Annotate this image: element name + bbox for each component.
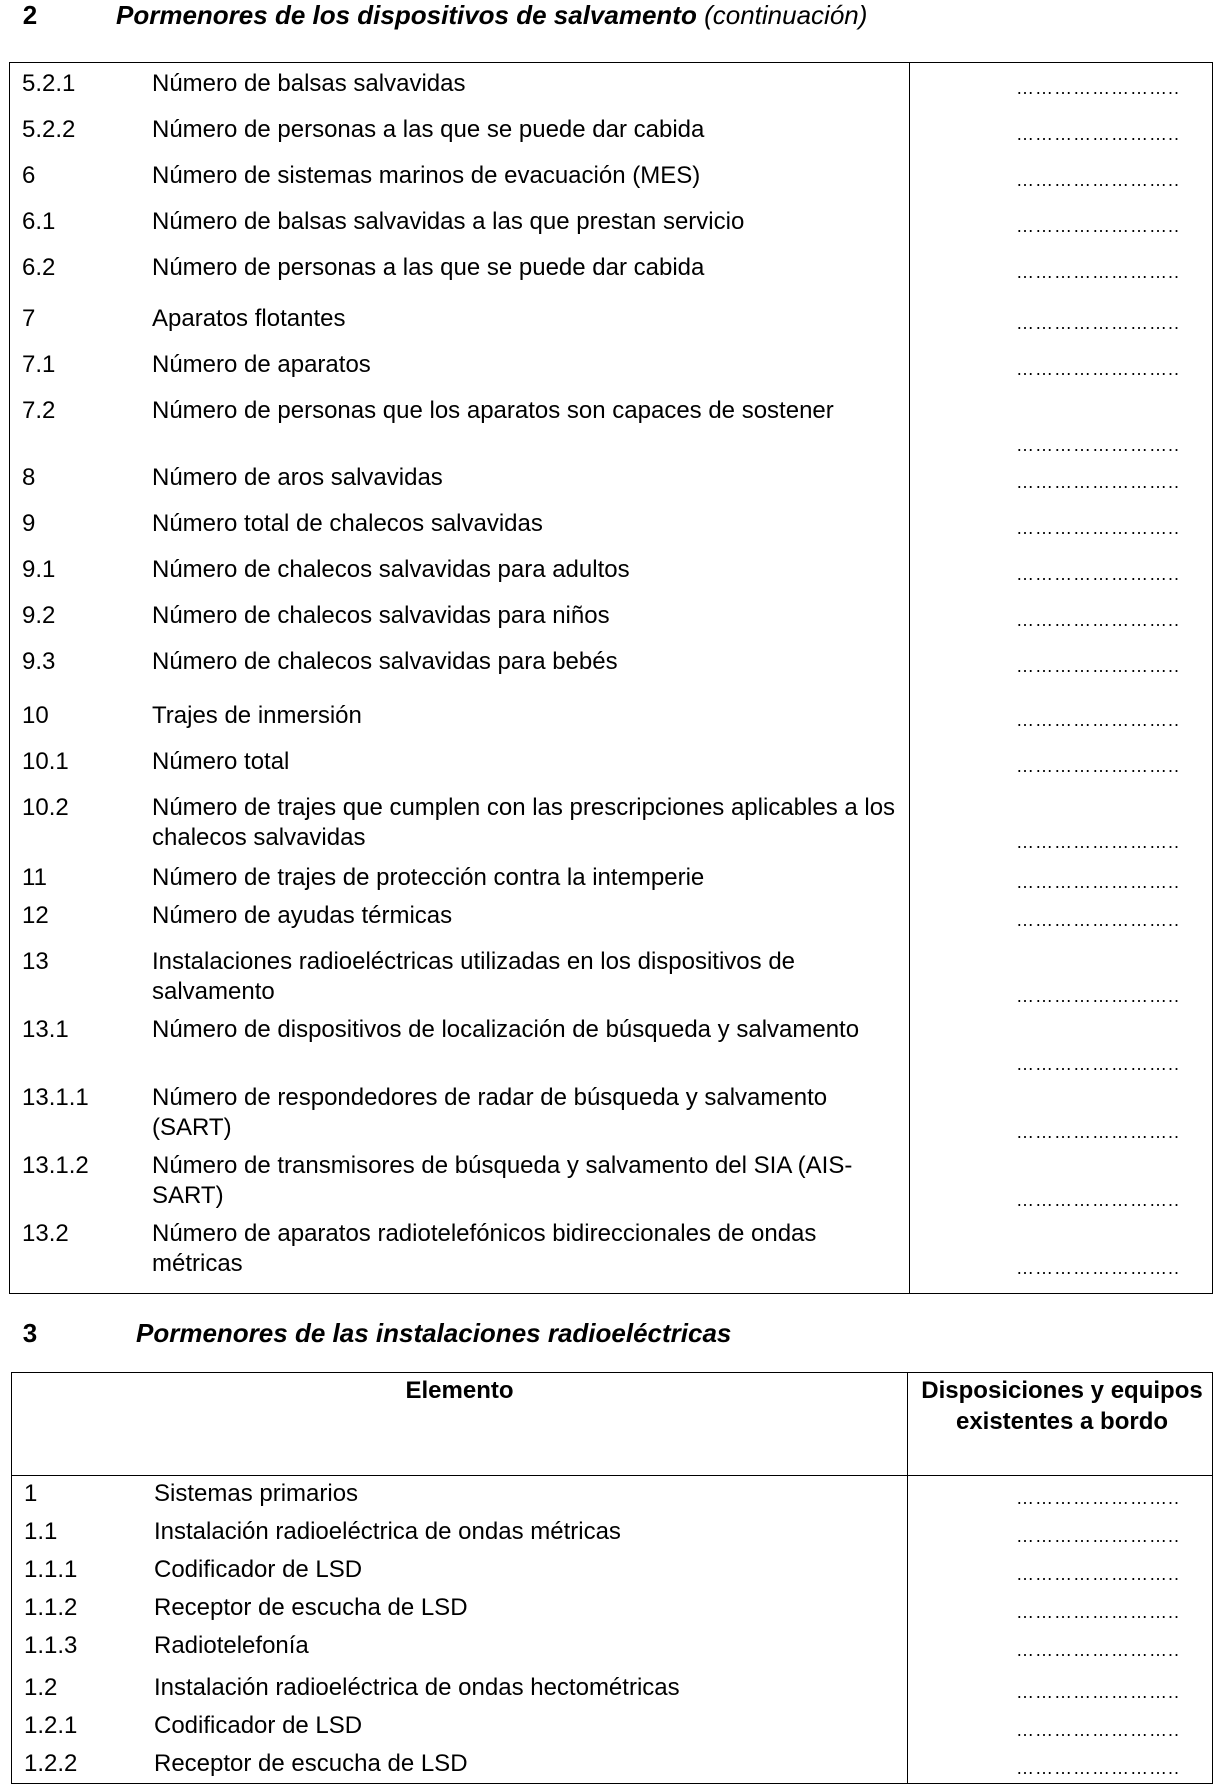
- section-3-heading: [0, 1318, 1213, 1350]
- item-description: Radiotelefonía: [154, 1632, 309, 1659]
- item-number: 1.2: [24, 1674, 58, 1701]
- item-number: 10.1: [22, 748, 69, 775]
- table-row: [10, 901, 1212, 931]
- item-description: Número de balsas salvavidas a las que prestan servicio: [152, 208, 745, 235]
- table-row: [12, 1631, 1212, 1661]
- item-number: 1.1.1: [24, 1556, 78, 1583]
- item-description: Número de aros salvavidas: [152, 464, 443, 491]
- item-description: Número de respondedores de radar de búsqueda y salvamento (SART): [152, 1084, 828, 1141]
- item-value-field[interactable]: ……………………..: [1015, 1602, 1180, 1622]
- item-number: 8: [22, 464, 36, 491]
- table-row: [10, 793, 1212, 853]
- item-value-field[interactable]: ……………………..: [1015, 564, 1180, 584]
- item-number: 11: [22, 864, 47, 891]
- table-row: [10, 947, 1212, 1007]
- section-3-title: Pormenores de las instalaciones radioeléctricas: [136, 1318, 732, 1348]
- table-row: [12, 1749, 1212, 1779]
- item-number: 13.1.2: [22, 1152, 89, 1179]
- table-row: [10, 555, 1212, 585]
- section-2-table: [9, 62, 1213, 1294]
- item-description: Número de personas a las que se puede dar cabida: [152, 116, 705, 143]
- item-value-field[interactable]: ……………………..: [1015, 313, 1180, 333]
- table-row: [10, 747, 1212, 777]
- item-number: 5.2.2: [22, 116, 76, 143]
- item-number: 6.2: [22, 254, 56, 281]
- table-row: [10, 509, 1212, 539]
- item-number: 1.1.2: [24, 1594, 78, 1621]
- item-description: Número de trajes que cumplen con las prescripciones aplicables a los chalecos salvavidas: [152, 794, 896, 851]
- item-number: 12: [22, 902, 49, 929]
- item-description: Número de trajes de protección contra la intemperie: [152, 864, 705, 891]
- item-description: Codificador de LSD: [154, 1556, 363, 1583]
- table-row: [10, 601, 1212, 631]
- item-description: Receptor de escucha de LSD: [154, 1594, 468, 1621]
- table-row: [10, 253, 1212, 283]
- item-value-field[interactable]: ……………………..: [1015, 1258, 1180, 1278]
- table-row: [10, 701, 1212, 731]
- item-number: 7.1: [22, 351, 56, 378]
- section-3-table: [11, 1372, 1213, 1784]
- item-description: Número de aparatos radiotelefónicos bidireccionales de ondas métricas: [152, 1220, 817, 1277]
- table-row: [12, 1673, 1212, 1703]
- table-row: [10, 207, 1212, 237]
- item-number: 9.2: [22, 602, 56, 629]
- item-number: 5.2.1: [22, 70, 76, 97]
- item-description: Número de balsas salvavidas: [152, 70, 466, 97]
- item-description: Número de ayudas térmicas: [152, 902, 453, 929]
- section-2-heading: [0, 0, 1213, 32]
- item-value-field[interactable]: ……………………..: [1015, 262, 1180, 282]
- table-row: [12, 1593, 1212, 1623]
- item-description: Número de transmisores de búsqueda y salvamento del SIA (AIS-SART): [152, 1152, 853, 1209]
- table-row: [12, 1555, 1212, 1585]
- item-description: Sistemas primarios: [154, 1480, 359, 1507]
- item-number: 10.2: [22, 794, 69, 821]
- item-value-field[interactable]: ……………………..: [1015, 986, 1180, 1006]
- item-value-field[interactable]: ……………………..: [1015, 435, 1180, 455]
- item-number: 13.1.1: [22, 1084, 89, 1111]
- item-number: 13.2: [22, 1220, 69, 1247]
- table-row: [10, 161, 1212, 191]
- item-number: 6: [22, 162, 36, 189]
- table-row: [12, 1517, 1212, 1547]
- item-description: Codificador de LSD: [154, 1712, 363, 1739]
- item-description: Trajes de inmersión: [152, 702, 362, 729]
- item-value-field[interactable]: ……………………..: [1015, 1640, 1180, 1660]
- item-value-field[interactable]: ……………………..: [1015, 1488, 1180, 1508]
- item-value-field[interactable]: ……………………..: [1015, 1564, 1180, 1584]
- item-value-field[interactable]: ……………………..: [1015, 359, 1180, 379]
- item-value-field[interactable]: ……………………..: [1015, 78, 1180, 98]
- item-value-field[interactable]: ……………………..: [1015, 610, 1180, 630]
- item-number: 1.2.2: [24, 1750, 78, 1777]
- item-value-field[interactable]: ……………………..: [1015, 216, 1180, 236]
- header-elemento: Elemento: [405, 1377, 514, 1404]
- table-row: [10, 396, 1212, 456]
- item-value-field[interactable]: ……………………..: [1015, 472, 1180, 492]
- item-description: Número de chalecos salvavidas para bebés: [152, 648, 618, 675]
- item-value-field[interactable]: ……………………..: [1015, 1190, 1180, 1210]
- header-disposiciones: Disposiciones y equipos existentes a bordo: [921, 1377, 1203, 1435]
- item-value-field[interactable]: ……………………..: [1015, 1758, 1180, 1778]
- section-2-number: 2: [22, 0, 38, 30]
- table-row: [10, 1083, 1212, 1143]
- table-row: [10, 647, 1212, 677]
- item-number: 10: [22, 702, 49, 729]
- item-number: 9: [22, 510, 36, 537]
- item-description: Número de dispositivos de localización de búsqueda y salvamento: [152, 1016, 860, 1043]
- item-value-field[interactable]: ……………………..: [1015, 1122, 1180, 1142]
- table-row: [12, 1479, 1212, 1509]
- item-number: 7: [22, 305, 36, 332]
- item-description: Número de personas que los aparatos son capaces de sostener: [152, 397, 834, 424]
- item-description: Instalaciones radioeléctricas utilizadas en los dispositivos de salvamento: [152, 948, 796, 1005]
- item-description: Número de aparatos: [152, 351, 371, 378]
- table-row: [10, 304, 1212, 334]
- item-value-field[interactable]: ……………………..: [1015, 124, 1180, 144]
- item-value-field[interactable]: ……………………..: [1015, 756, 1180, 776]
- item-number: 1.1.3: [24, 1632, 78, 1659]
- item-value-field[interactable]: ……………………..: [1015, 1526, 1180, 1546]
- item-number: 6.1: [22, 208, 56, 235]
- item-description: Número de personas a las que se puede dar cabida: [152, 254, 705, 281]
- item-number: 9.1: [22, 556, 56, 583]
- item-description: Aparatos flotantes: [152, 305, 346, 332]
- table-row: [10, 1015, 1212, 1075]
- item-description: Número de chalecos salvavidas para niños: [152, 602, 610, 629]
- item-value-field[interactable]: ……………………..: [1015, 1054, 1180, 1074]
- header-divider: [12, 1475, 1212, 1476]
- section-3-number: 3: [22, 1318, 38, 1348]
- item-number: 1.2.1: [24, 1712, 78, 1739]
- item-value-field[interactable]: ……………………..: [1015, 170, 1180, 190]
- item-value-field[interactable]: ……………………..: [1015, 1682, 1180, 1702]
- item-number: 13: [22, 948, 49, 975]
- table-row: [10, 863, 1212, 893]
- item-description: Número total: [152, 748, 290, 775]
- item-number: 1: [24, 1480, 38, 1507]
- table-row: [12, 1711, 1212, 1741]
- table-row: [10, 463, 1212, 493]
- item-description: Número de sistemas marinos de evacuación (MES): [152, 162, 701, 189]
- item-value-field[interactable]: ……………………..: [1015, 1720, 1180, 1740]
- table-row: [10, 115, 1212, 145]
- item-description: Número de chalecos salvavidas para adultos: [152, 556, 630, 583]
- item-description: Instalación radioeléctrica de ondas métricas: [154, 1518, 621, 1545]
- table-row: [10, 1151, 1212, 1211]
- section-2-title: Pormenores de los dispositivos de salvamento: [116, 0, 697, 30]
- item-value-field[interactable]: ……………………..: [1015, 910, 1180, 930]
- item-number: 13.1: [22, 1016, 69, 1043]
- item-value-field[interactable]: ……………………..: [1015, 832, 1180, 852]
- table-row: [10, 1219, 1212, 1279]
- item-value-field[interactable]: ……………………..: [1015, 710, 1180, 730]
- item-value-field[interactable]: ……………………..: [1015, 656, 1180, 676]
- item-value-field[interactable]: ……………………..: [1015, 518, 1180, 538]
- item-description: Instalación radioeléctrica de ondas hectométricas: [154, 1674, 680, 1701]
- item-description: Número total de chalecos salvavidas: [152, 510, 543, 537]
- item-description: Receptor de escucha de LSD: [154, 1750, 468, 1777]
- table-row: [10, 350, 1212, 380]
- item-number: 9.3: [22, 648, 56, 675]
- item-number: 7.2: [22, 397, 56, 424]
- item-value-field[interactable]: ……………………..: [1015, 872, 1180, 892]
- table-row: [10, 69, 1212, 99]
- item-number: 1.1: [24, 1518, 58, 1545]
- section-2-continuation: (continuación): [704, 0, 868, 30]
